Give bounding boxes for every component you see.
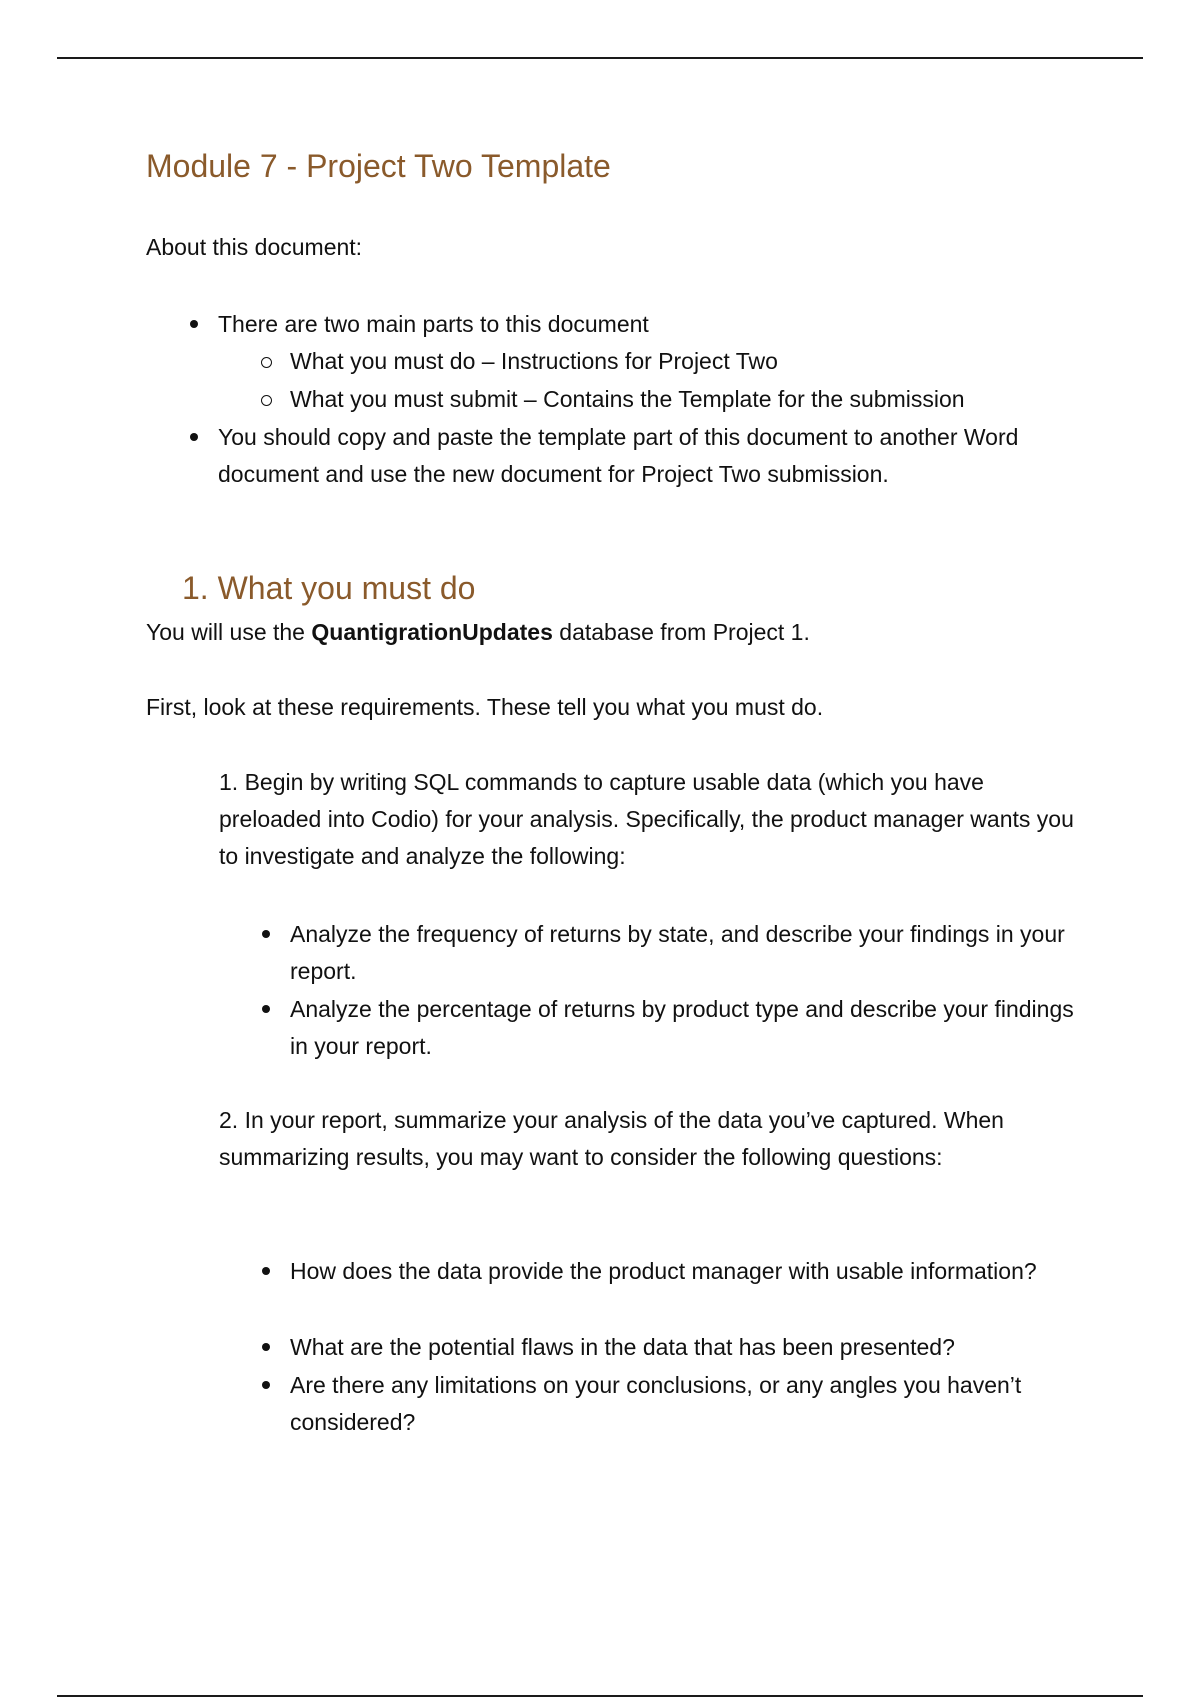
- document-title: Module 7 - Project Two Template: [146, 148, 611, 184]
- section-intro: You will use the QuantigrationUpdates database from Project 1.: [146, 619, 810, 645]
- item2-bullet-1: How does the data provide the product manager with usable information?: [290, 1258, 1037, 1284]
- database-name: QuantigrationUpdates: [311, 619, 553, 645]
- item2-bullet-2: What are the potential flaws in the data that has been presented?: [290, 1334, 955, 1360]
- about-label: About this document:: [146, 234, 363, 260]
- about-subbullet-2: What you must submit – Contains the Template for the submission: [290, 386, 965, 412]
- section-heading-what-you-must-do: 1. What you must do: [182, 570, 476, 606]
- footer-rule: [57, 1695, 1143, 1697]
- requirements-intro: First, look at these requirements. These tell you what you must do.: [146, 694, 824, 720]
- requirement-item-2: 2. In your report, summarize your analysis of the data you’ve captured. When summarizing results, you may want to consider the following questions:: [219, 1107, 1004, 1170]
- about-subbullet-1: What you must do – Instructions for Project Two: [290, 348, 778, 374]
- item2-bullet-3: Are there any limitations on your conclusions, or any angles you haven’t considered?: [290, 1372, 1022, 1435]
- item1-bullet-2: Analyze the percentage of returns by product type and describe your findings in your report.: [290, 996, 1074, 1059]
- requirement-item-1: 1. Begin by writing SQL commands to capture usable data (which you have preloaded into Codio) for your analysis. Specifically, the product manager wants you to investigate and analyze the following:: [219, 769, 1074, 869]
- about-bullet-2: You should copy and paste the template part of this document to another Word document and use the new document for Project Two submission.: [218, 424, 1019, 487]
- about-bullet-1: There are two main parts to this document: [218, 311, 649, 337]
- header-rule: [57, 57, 1143, 59]
- item1-bullet-1: Analyze the frequency of returns by state, and describe your findings in your report.: [290, 921, 1065, 984]
